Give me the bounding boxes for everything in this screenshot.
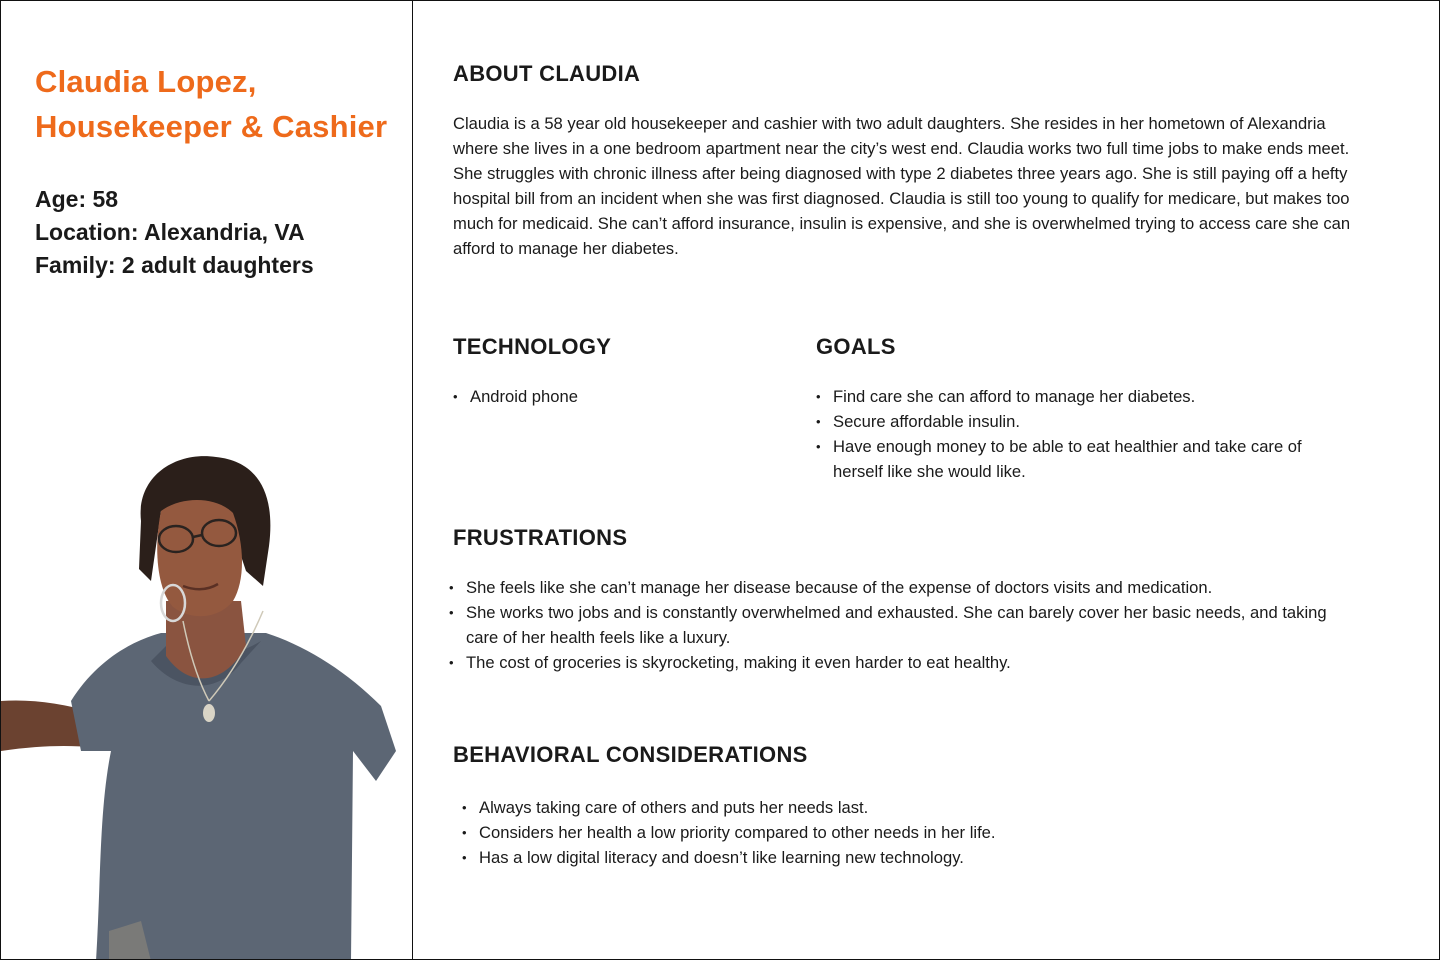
behavioral-list	[462, 795, 1342, 870]
persona-photo	[1, 451, 399, 959]
list-item: • Secure affordable insulin.	[816, 409, 1326, 434]
list-item: • Find care she can afford to manage her diabetes.	[816, 384, 1326, 409]
list-item: • Android phone	[453, 384, 773, 409]
persona-name-line: Claudia Lopez,	[35, 64, 257, 99]
about-heading: ABOUT CLAUDIA	[453, 61, 641, 86]
persona-name	[35, 59, 387, 149]
list-item: • Has a low digital literacy and doesn’t like learning new technology.	[462, 845, 1342, 870]
list-item: • She works two jobs and is constantly overwhelmed and exhausted. She can barely cover her basic needs, and taking care of her health feels like a luxury.	[449, 600, 1329, 650]
persona-role-line: Housekeeper & Cashier	[35, 109, 388, 144]
frustrations-heading: FRUSTRATIONS	[453, 525, 628, 550]
list-item: • The cost of groceries is skyrocketing, making it even harder to eat healthy.	[449, 650, 1329, 675]
persona-details	[413, 1, 1439, 959]
list-item: • Considers her health a low priority compared to other needs in her life.	[462, 820, 1342, 845]
persona-facts	[35, 183, 314, 282]
goals-heading: GOALS	[816, 334, 896, 359]
technology-heading: TECHNOLOGY	[453, 334, 612, 359]
list-item: • Have enough money to be able to eat healthier and take care of herself like she would like.	[816, 434, 1326, 484]
persona-sidebar	[1, 1, 413, 959]
list-item: • Always taking care of others and puts her needs last.	[462, 795, 1342, 820]
behavioral-heading: BEHAVIORAL CONSIDERATIONS	[453, 742, 808, 767]
list-item: • She feels like she can’t manage her disease because of the expense of doctors visits and medication.	[449, 575, 1329, 600]
persona-age: Age: 58	[35, 186, 119, 212]
frustrations-list	[449, 575, 1329, 675]
about-paragraph: Claudia is a 58 year old housekeeper and cashier with two adult daughters. She resides in her hometown of Alexandria where she lives in a one bedroom apartment near the city’s west end. Claudia works two full time jobs to make ends meet. She struggles with chronic illness after being diagnosed with type 2 diabetes three years ago. She is still paying off a hefty hospital bill from an incident when she was first diagnosed. Claudia is still too young to qualify for medicare, but makes too much for medicaid. She can’t afford insurance, insulin is expensive, and she is overwhelmed trying to access care she can afford to manage her diabetes.	[453, 114, 1351, 258]
technology-list	[453, 384, 773, 409]
goals-list	[816, 384, 1326, 484]
persona-location: Location: Alexandria, VA	[35, 219, 305, 245]
persona-family: Family: 2 adult daughters	[35, 252, 314, 278]
